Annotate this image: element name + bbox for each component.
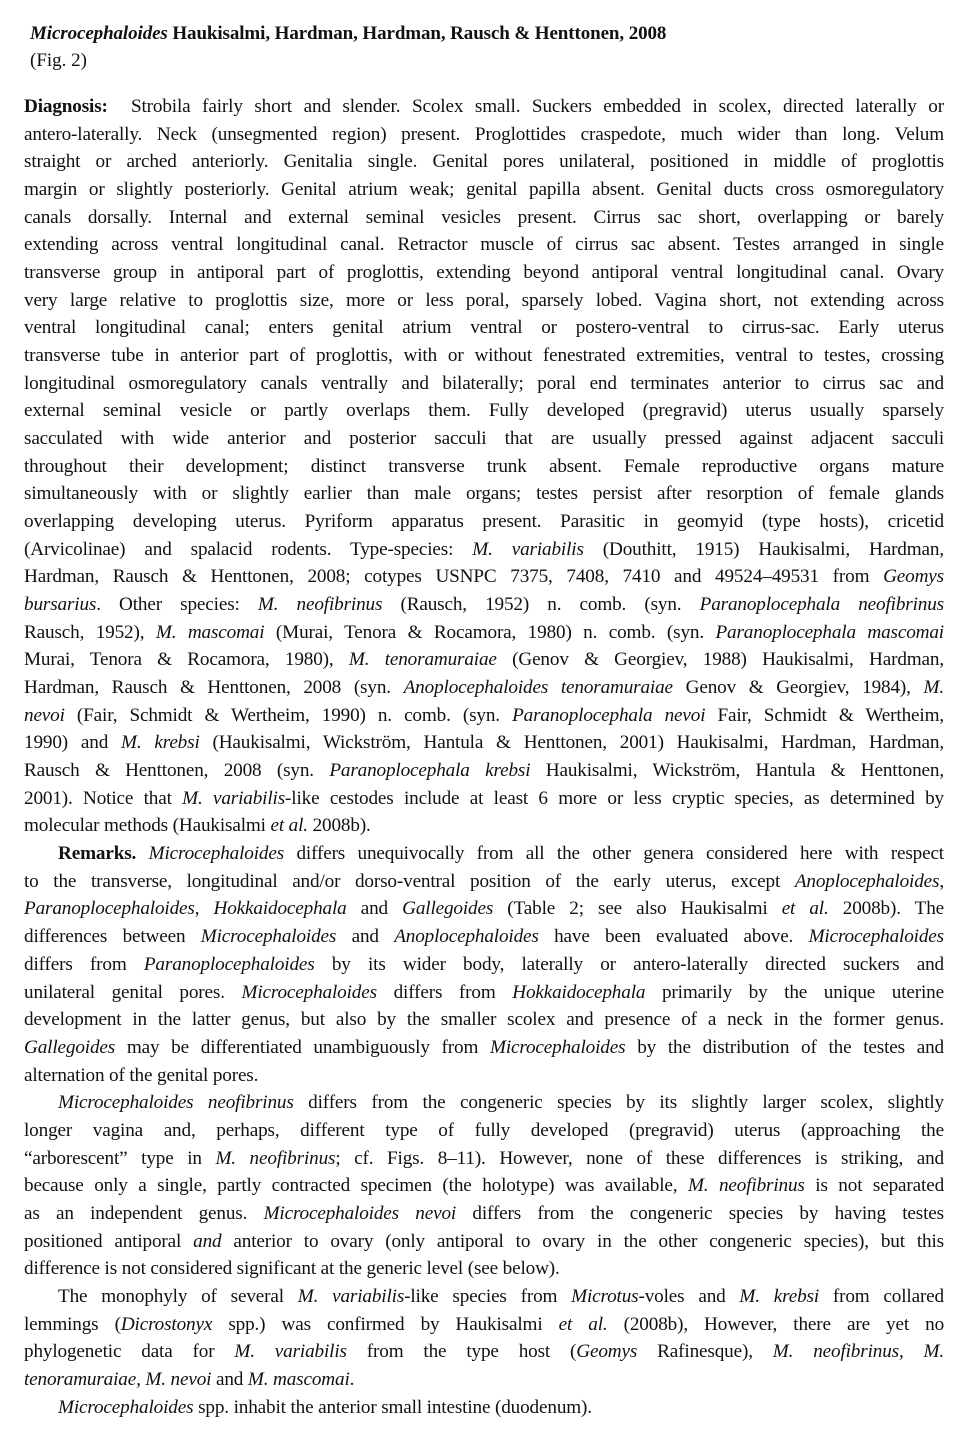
italic-term: M. neofibrinus — [687, 1175, 805, 1197]
text-run: Hardman, Rausch & Henttonen, 2008; cotypes USNPC 7375, 7408, 7410 and 49524–49531 from — [24, 566, 884, 588]
text-line — [24, 619, 944, 647]
text-run: transverse group in antiporal part of proglottis, extending beyond antiporal ventral longitudinal canal. Ovary — [24, 262, 944, 284]
text-line — [24, 453, 944, 481]
text-line — [24, 1062, 944, 1090]
text-line — [24, 674, 944, 702]
italic-term: Microcephaloides — [200, 926, 337, 948]
text-run: simultaneously with or slightly earlier than male organs; testes persist after resorption of female glands — [24, 483, 944, 505]
text-run: because only a single, partly contracted specimen (the holotype) was available, — [24, 1175, 688, 1197]
text-run: sacculated with wide anterior and posterior sacculi that are usually pressed against adjacent sacculi — [24, 428, 944, 450]
text-run: ; cf. Figs. 8–11). However, none of these differences is striking, and — [335, 1147, 944, 1169]
text-run: Rausch, 1952), — [24, 621, 156, 643]
text-run: Haukisalmi, Wickström, Hantula & Henttonen, — [530, 760, 944, 782]
text-run: phylogenetic data for — [24, 1341, 235, 1363]
text-run: difference is not considered significant at the generic level (see below). — [24, 1258, 560, 1280]
figure-reference: (Fig. 2) — [30, 50, 87, 71]
text-run: . Other species: — [96, 594, 258, 616]
text-run: throughout their development; distinct transverse trunk absent. Female reproductive organs mature — [24, 455, 944, 477]
text-run: canals dorsally. Internal and external seminal vesicles present. Cirrus sac short, overlapping or barely — [24, 206, 944, 228]
italic-term: M. neofibrinus — [215, 1147, 336, 1169]
italic-term: M. tenoramuraiae — [348, 649, 497, 671]
text-run: may be differentiated unambiguously from — [115, 1036, 490, 1058]
italic-term: M. variabilis — [472, 538, 584, 560]
text-line — [24, 951, 944, 979]
text-line — [24, 148, 944, 176]
italic-term: Geomys — [576, 1341, 638, 1363]
italic-term: Microcephaloides — [148, 843, 285, 865]
text-line — [24, 121, 944, 149]
italic-term: Gallegoides — [402, 898, 494, 920]
text-line — [24, 1394, 944, 1422]
italic-term: Paranoplocephala mascomai — [715, 621, 944, 643]
text-line — [24, 176, 944, 204]
italic-term: Geomys — [883, 566, 944, 588]
text-line — [24, 342, 944, 370]
text-run: longitudinal osmoregulatory canals ventrally and bilaterally; poral end terminates anterior to cirrus sac and — [24, 372, 944, 394]
text-line — [24, 840, 944, 868]
text-run: positioned antiporal — [24, 1230, 194, 1252]
text-line — [24, 1311, 944, 1339]
text-line — [24, 1228, 944, 1256]
italic-term: M. krebsi — [121, 732, 200, 754]
italic-term: Hokkaidocephala — [512, 981, 646, 1003]
text-run: alternation of the genital pores. — [24, 1064, 259, 1086]
italic-term: M. krebsi — [739, 1285, 820, 1307]
text-run: -voles and — [638, 1285, 740, 1307]
text-line — [24, 231, 944, 259]
text-run: (Genov & Georgiev, 1988) Haukisalmi, Hardman, — [496, 649, 945, 671]
text-run: (Murai, Tenora & Rocamora, 1980) n. comb. (syn. — [264, 621, 716, 643]
text-run: and — [346, 898, 403, 920]
text-run: (Rausch, 1952) n. comb. (syn. — [382, 594, 700, 616]
text-run: 2001). Notice that — [24, 787, 183, 809]
text-run: spp.) was confirmed by Haukisalmi — [212, 1313, 559, 1335]
text-run: (Arvicolinae) and spalacid rodents. Type-species: — [24, 538, 473, 560]
italic-term: Microcephaloides — [241, 981, 377, 1003]
text-run: straight or arched anteriorly. Genitalia single. Genital pores unilateral, positioned in middle of proglottis — [24, 151, 944, 173]
text-line — [24, 646, 944, 674]
italic-term: tenoramuraiae, M. nevoi — [24, 1368, 212, 1390]
text-run: lemmings ( — [24, 1313, 121, 1335]
text-run: is not separated — [804, 1175, 945, 1197]
text-run: differs from the congeneric species by having testes — [456, 1202, 944, 1224]
text-run: margin or slightly posteriorly. Genital atrium weak; genital papilla absent. Genital ducts cross osmoregulatory — [24, 179, 944, 201]
italic-term: M. mascomai — [155, 621, 265, 643]
italic-term: Anoplocephaloides — [794, 870, 940, 892]
text-run: to the transverse, longitudinal and/or dorso-ventral position of the early uterus, except — [24, 870, 795, 892]
text-run: , — [939, 870, 944, 892]
text-run: ventral longitudinal canal; enters genital atrium ventral or postero-ventral to cirrus-sac. Early uterus — [24, 317, 944, 339]
italic-term: M. neofibrinus — [257, 594, 383, 616]
text-run: (Douthitt, 1915) Haukisalmi, Hardman, — [583, 538, 944, 560]
text-run: external seminal vesicle or partly overlaps them. Fully developed (pregravid) uterus usually sparsely — [24, 400, 944, 422]
text-line — [24, 1117, 944, 1145]
italic-term: Microcephaloides — [490, 1036, 626, 1058]
text-run: from collared — [819, 1285, 944, 1307]
section-label: Remarks. — [58, 843, 137, 865]
text-line — [24, 397, 944, 425]
italic-term: et al. — [781, 898, 829, 920]
text-run: very large relative to proglottis size, more or less poral, sparsely lobed. Vagina short, not extending across — [24, 289, 944, 311]
text-run: Fair, Schmidt & Wertheim, — [705, 704, 944, 726]
text-run: overlapping developing uterus. Pyriform apparatus present. Parasitic in geomyid (type hosts), cricetid — [24, 511, 944, 533]
text-run: -like cestodes include at least 6 more or less cryptic species, as determined by — [285, 787, 944, 809]
text-line — [24, 93, 944, 121]
italic-term: Paranoplocephaloides — [143, 953, 315, 975]
text-line — [24, 314, 944, 342]
text-run: by its wider body, laterally or antero-laterally directed suckers and — [314, 953, 944, 975]
text-run: transverse tube in anterior part of proglottis, with or without fenestrated extremities, ventral to testes, crossing — [24, 345, 944, 367]
text-run: Genov & Georgiev, 1984), — [672, 677, 924, 699]
text-run: 1990) and — [24, 732, 121, 754]
text-line — [24, 204, 944, 232]
italic-term: M. mascomai — [247, 1368, 350, 1390]
text-line — [24, 729, 944, 757]
text-run: The monophyly of several — [58, 1285, 298, 1307]
italic-term: and — [193, 1230, 222, 1252]
text-line — [24, 1338, 944, 1366]
italic-term: Paranoplocephala nevoi — [512, 704, 706, 726]
text-line — [24, 1172, 944, 1200]
text-run — [136, 843, 148, 864]
text-run: spp. inhabit the anterior small intestine (duodenum). — [193, 1396, 592, 1418]
text-run: primarily by the unique uterine — [645, 981, 944, 1003]
taxon-heading — [30, 23, 666, 45]
text-line — [24, 425, 944, 453]
text-line — [24, 287, 944, 315]
text-run: Murai, Tenora & Rocamora, 1980), — [24, 649, 349, 671]
taxon-authority: Haukisalmi, Hardman, Hardman, Rausch & Henttonen, 2008 — [167, 23, 667, 44]
text-line — [24, 702, 944, 730]
text-run: differs from — [24, 953, 144, 975]
text-line — [24, 1283, 944, 1311]
text-run: differs from — [376, 981, 513, 1003]
italic-term: Microcephaloides neofibrinus — [58, 1092, 294, 1114]
body-text — [24, 93, 944, 1421]
text-run: 2008b). The — [828, 898, 945, 920]
text-run: antero-laterally. Neck (unsegmented region) present. Proglottides craspedote, much wider than long. Velum — [24, 123, 944, 145]
text-run: molecular methods (Haukisalmi — [24, 815, 271, 837]
text-run: 2008b). — [307, 815, 371, 837]
text-line — [24, 563, 944, 591]
italic-term: Gallegoides — [24, 1036, 116, 1058]
italic-term: Anoplocephaloides — [394, 926, 539, 948]
text-line — [24, 259, 944, 287]
text-line — [24, 868, 944, 896]
text-run: differs unequivocally from all the other genera considered here with respect — [284, 843, 944, 865]
text-run: -like species from — [404, 1285, 572, 1307]
italic-term: et al. — [558, 1313, 608, 1335]
italic-term: Anoplocephaloides tenoramuraiae — [403, 677, 673, 699]
text-run: anterior to ovary (only antiporal to ovary in the other congeneric species), but this — [221, 1230, 944, 1252]
italic-term: Microcephaloides nevoi — [263, 1202, 457, 1224]
text-line — [24, 1366, 944, 1394]
italic-term: M. variabilis — [182, 787, 286, 809]
text-line — [24, 757, 944, 785]
text-line — [24, 979, 944, 1007]
italic-term: M. variabilis — [297, 1285, 405, 1307]
italic-term: M. neofibrinus, M. — [772, 1341, 945, 1363]
text-run: differences between — [24, 926, 201, 948]
text-line — [24, 1006, 944, 1034]
italic-term: Paranoplocephala neofibrinus — [699, 594, 944, 616]
text-line — [24, 536, 944, 564]
text-run: , — [194, 898, 214, 920]
text-run: . — [349, 1368, 355, 1390]
italic-term: M. — [923, 677, 944, 699]
text-run: differs from the congeneric species by its slightly larger scolex, slightly — [293, 1092, 944, 1114]
section-label: Diagnosis: — [24, 96, 108, 117]
genus-name: Microcephaloides — [30, 23, 168, 44]
text-run: (Table 2; see also Haukisalmi — [493, 898, 782, 920]
text-run: by the distribution of the testes and — [625, 1036, 944, 1058]
text-line — [24, 370, 944, 398]
italic-term: Microcephaloides — [808, 926, 944, 948]
text-run: from the type host ( — [346, 1341, 577, 1363]
text-run: Hardman, Rausch & Henttonen, 2008 (syn. — [24, 677, 404, 699]
text-line — [24, 1255, 944, 1283]
text-line — [24, 480, 944, 508]
italic-term: Dicrostonyx — [120, 1313, 213, 1335]
text-line — [24, 895, 944, 923]
text-line — [24, 923, 944, 951]
text-line — [24, 591, 944, 619]
text-line — [24, 508, 944, 536]
text-run: unilateral genital pores. — [24, 981, 242, 1003]
text-run: and — [336, 926, 395, 948]
text-line — [24, 1089, 944, 1117]
text-run: have been evaluated above. — [538, 926, 809, 948]
italic-term: et al. — [270, 815, 308, 837]
text-run: “arborescent” type in — [24, 1147, 216, 1169]
text-run: Rausch & Henttonen, 2008 (syn. — [24, 760, 330, 782]
italic-term: Hokkaidocephala — [213, 898, 347, 920]
text-run: (Fair, Schmidt & Wertheim, 1990) n. comb. (syn. — [64, 704, 513, 726]
text-line — [24, 1200, 944, 1228]
italic-term: Paranoplocephala krebsi — [329, 760, 531, 782]
italic-term: bursarius — [24, 594, 97, 616]
text-run: as an independent genus. — [24, 1202, 264, 1224]
text-line — [24, 1145, 944, 1173]
text-line — [24, 785, 944, 813]
text-run: (Haukisalmi, Wickström, Hantula & Henttonen, 2001) Haukisalmi, Hardman, Hardman, — [199, 732, 944, 754]
italic-term: nevoi — [24, 704, 65, 726]
text-line — [24, 1034, 944, 1062]
text-run: Strobila fairly short and slender. Scolex small. Suckers embedded in scolex, directed laterally or — [107, 96, 944, 117]
text-run: (2008b), However, there are yet no — [607, 1313, 945, 1335]
italic-term: Microtus — [571, 1285, 639, 1307]
text-run: extending across ventral longitudinal canal. Retractor muscle of cirrus sac absent. Testes arranged in single — [24, 234, 944, 256]
text-run: development in the latter genus, but also by the smaller scolex and presence of a neck in the former genus. — [24, 1009, 944, 1031]
italic-term: M. variabilis — [234, 1341, 347, 1363]
text-line — [24, 812, 944, 840]
italic-term: Paranoplocephaloides — [24, 898, 195, 920]
text-run: Rafinesque), — [637, 1341, 773, 1363]
italic-term: Microcephaloides — [58, 1396, 194, 1418]
text-run: longer vagina and, perhaps, different type of fully developed (pregravid) uterus (approaching the — [24, 1119, 944, 1141]
text-run: and — [211, 1368, 248, 1390]
